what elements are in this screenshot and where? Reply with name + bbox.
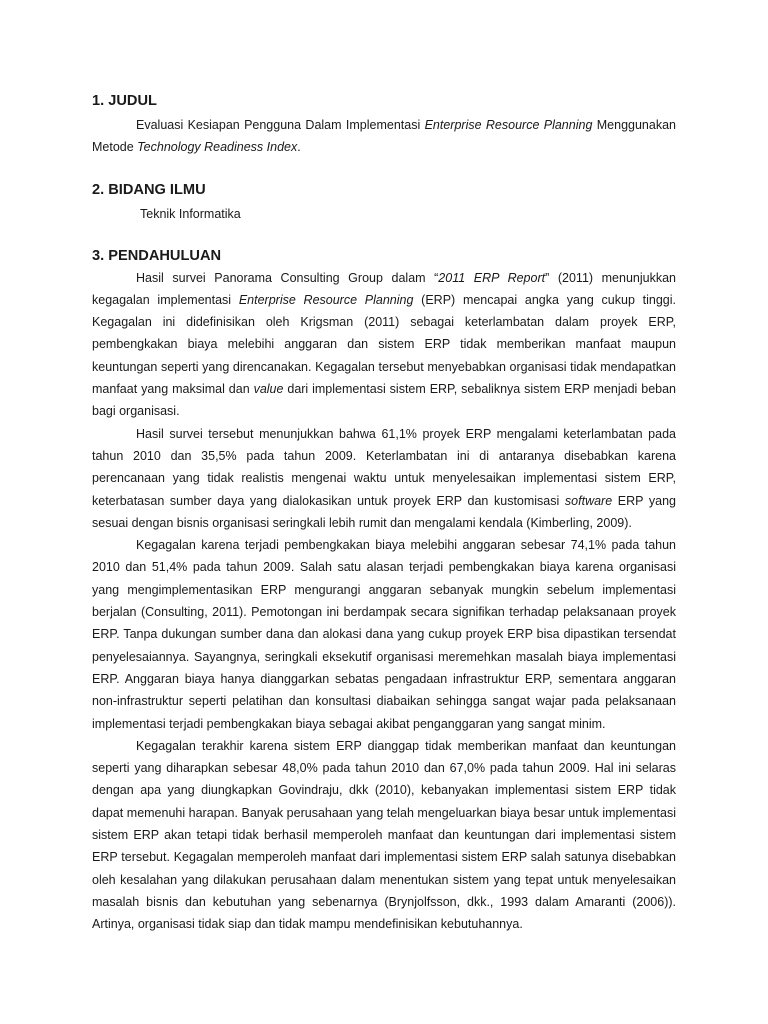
bidang-ilmu-body: Teknik Informatika	[140, 206, 241, 221]
judul-body: Evaluasi Kesiapan Pengguna Dalam Implementasi Enterprise Resource Planning Menggunakan Metode Technology Readiness Index.	[92, 118, 676, 155]
pendahuluan-paragraph-2: Hasil survei tersebut menunjukkan bahwa 61,1% proyek ERP mengalami keterlambatan pada tahun 2010 dan 35,5% pada tahun 2009. Keterlambatan ini di antaranya disebabkan karena perencanaan yang tidak realistis mengenai waktu untuk menyelesaikan implementasi sistem ERP, keterbatasan sumber daya yang dialokasikan untuk proyek ERP dan kustomisasi software ERP yang sesuai dengan bisnis organisasi seringkali lebih rumit dan mengalami kendala (Kimberling, 2009).	[92, 426, 676, 530]
pendahuluan-paragraph-1: Hasil survei Panorama Consulting Group dalam “2011 ERP Report” (2011) menunjukkan kegagalan implementasi Enterprise Resource Planning (ERP) mencapai angka yang cukup tinggi. Kegagalan ini didefinisikan oleh Krigsman (2011) sebagai keterlambatan dalam proyek ERP, pembengkakan biaya melebihi anggaran dan sistem ERP tidak memberikan manfaat maupun keuntungan seperti yang direncanakan. Kegagalan tersebut menyebabkan organisasi tidak mendapatkan manfaat yang maksimal dan value dari implementasi sistem ERP, sebaliknya sistem ERP menjadi beban bagi organisasi.	[92, 270, 676, 419]
pendahuluan-paragraph-4: Kegagalan terakhir karena sistem ERP dianggap tidak memberikan manfaat dan keuntungan seperti yang diharapkan sebesar 48,0% pada tahun 2010 dan 67,0% pada tahun 2009. Hal ini selaras dengan apa yang diungkapkan Govindraju, dkk (2010), kebanyakan implementasi sistem ERP tidak dapat memenuhi harapan. Banyak perusahaan yang telah mengeluarkan biaya besar untuk implementasi sistem ERP akan tetapi tidak berhasil memperoleh manfaat dan keuntungan dari implementasi sistem ERP tersebut. Kegagalan memperoleh manfaat dari implementasi sistem ERP salah satunya disebabkan oleh kesalahan yang dilakukan perusahaan dalam menentukan sistem yang tepat untuk menyelesaikan masalah bisnis dan kebutuhan yang sebenarnya (Brynjolfsson, dkk., 1993 dalam Amaranti (2006)). Artinya, organisasi tidak siap dan tidak mampu mendefinisikan kebutuhannya.	[92, 738, 676, 932]
section-judul	[92, 90, 676, 159]
section-heading-bidang-ilmu: 2. BIDANG ILMU	[92, 181, 206, 198]
section-heading-pendahuluan: 3. PENDAHULUAN	[92, 247, 222, 264]
section-pendahuluan	[92, 245, 676, 936]
section-heading-judul: 1. JUDUL	[92, 93, 157, 109]
section-bidang-ilmu	[92, 179, 676, 225]
pendahuluan-paragraph-3: Kegagalan karena terjadi pembengkakan biaya melebihi anggaran sebesar 74,1% pada tahun 2010 dan 51,4% pada tahun 2009. Salah satu alasan terjadi pembengkakan biaya karena organisasi yang mengimplementasikan ERP mengurangi anggaran sebanyak mungkin sebelum implementasi berjalan (Consulting, 2011). Pemotongan ini berdampak secara signifikan terhadap pelaksanaan proyek ERP. Tanpa dukungan sumber dana dan alokasi dana yang cukup proyek ERP bisa dipastikan tersendat penyelesaiannya. Sayangnya, seringkali eksekutif organisasi meremehkan masalah biaya implementasi ERP. Anggaran biaya hanya dianggarkan sebatas pengadaan infrastruktur ERP, sementara anggaran non-infrastruktur seperti pelatihan dan konsultasi diabaikan sehingga sangat wajar pada pelaksanaan implementasi terjadi pembengkakan biaya sebagai akibat penganggaran yang sangat minim.	[92, 538, 676, 731]
document-content	[92, 90, 676, 936]
